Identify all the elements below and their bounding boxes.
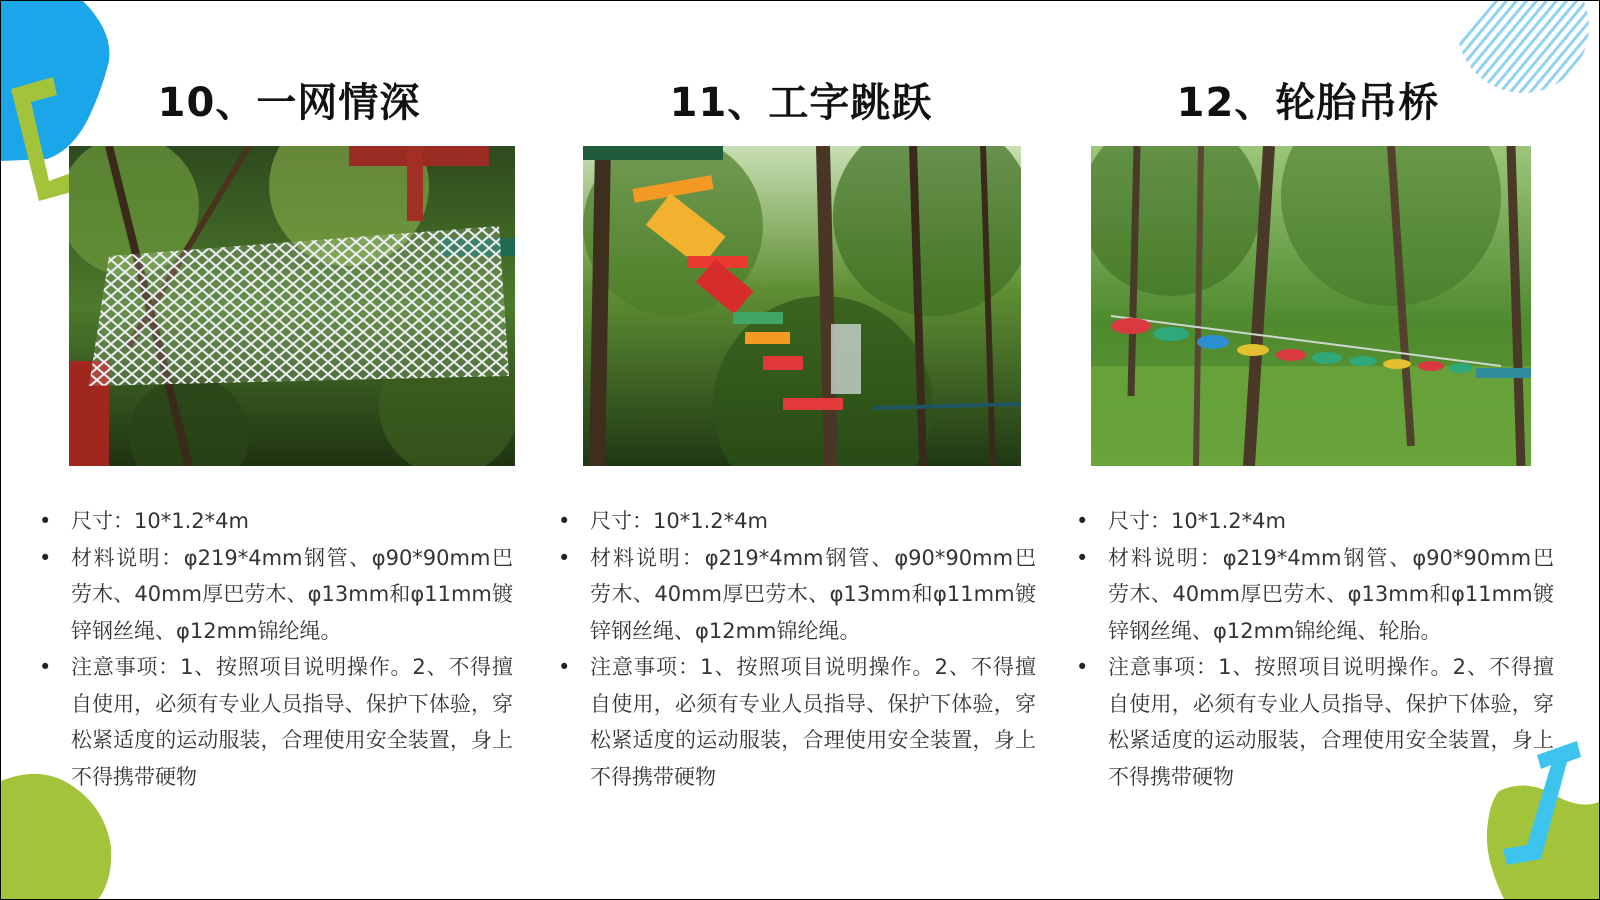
size-line: • 尺寸：10*1.2*4m — [39, 503, 513, 540]
item-title: 12、轮胎吊桥 — [1176, 80, 1440, 126]
materials-line: • 材料说明：φ219*4mm钢管、φ90*90mm巴劳木、40mm厚巴劳木、φ13mm和φ11mm镀锌钢丝绳、φ12mm锦纶绳。 — [39, 540, 513, 650]
item-photo-tire-bridge — [1091, 146, 1531, 466]
notes-line: • 注意事项：1、按照项目说明操作。2、不得擅自使用，必须有专业人员指导、保护下体验，穿松紧适度的运动服装，合理使用安全装置，身上不得携带硬物 — [1076, 649, 1554, 795]
materials-line: • 材料说明：φ219*4mm钢管、φ90*90mm巴劳木、40mm厚巴劳木、φ13mm和φ11mm镀锌钢丝绳、φ12mm锦纶绳、轮胎。 — [1076, 540, 1554, 650]
item-photo-net — [69, 146, 515, 466]
materials-line: • 材料说明：φ219*4mm钢管、φ90*90mm巴劳木、40mm厚巴劳木、φ13mm和φ11mm镀锌钢丝绳、φ12mm锦纶绳。 — [558, 540, 1036, 650]
size-line: • 尺寸：10*1.2*4m — [558, 503, 1036, 540]
item-title: 10、一网情深 — [157, 80, 421, 126]
item-details-1 — [39, 503, 513, 795]
notes-line: • 注意事项：1、按照项目说明操作。2、不得擅自使用，必须有专业人员指导、保护下体验，穿松紧适度的运动服装，合理使用安全装置，身上不得携带硬物 — [558, 649, 1036, 795]
item-title: 11、工字跳跃 — [669, 80, 933, 126]
item-details-3 — [1076, 503, 1554, 795]
item-details-2 — [558, 503, 1036, 795]
notes-line: • 注意事项：1、按照项目说明操作。2、不得擅自使用，必须有专业人员指导、保护下体验，穿松紧适度的运动服装，合理使用安全装置，身上不得携带硬物 — [39, 649, 513, 795]
item-photo-plank-bridge — [583, 146, 1021, 466]
size-line: • 尺寸：10*1.2*4m — [1076, 503, 1554, 540]
